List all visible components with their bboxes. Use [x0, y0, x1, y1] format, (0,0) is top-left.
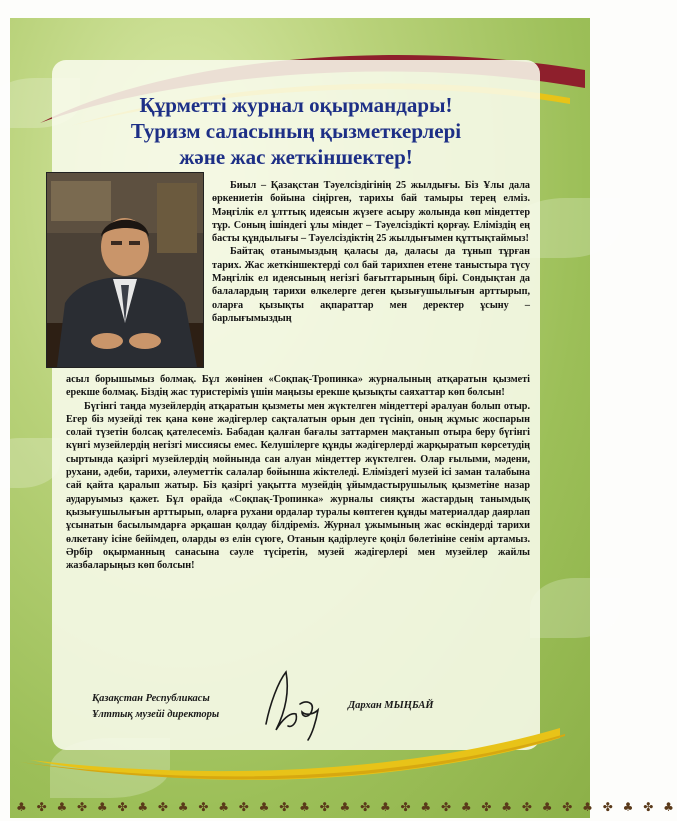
paragraph: Бүгінгі таңда музейлердің атқаратын қызметы мен жүктелген міндеттері әралуан болып отыр. Егер біз музейді тек қана көне жәдігерлер сақталатын орын деп түсініп, оның жұмыс жоспарын солай түзетін болсақ қателесеміз. Бабадан қалған бағалы заттармен мақтанып отыра беру бүгінгі күнгі музейлердің негізгі миссиясы емес. Келушілерге құнды жәдігерлерді жарқыратып көрсетудің сыртында қазіргі музейлердің мойнында сан алуан міндеттер жүктелген. Олар ғылыми, мәдени, рухани, әдеби, тарихи, әлеуметтік салалар бойынша жіктеледі. Еліміздегі музей ісі заман талабына сай қайта қаралып жатыр. Біз қазіргі уақытта музейдің ұйымдастырушылық қызметіне назар аударуымыз қажет. Бұл орайда «Соқпақ-Тропинка» журналы сияқты жастардың танымдық қызығушылығын арттырып, оларға рухани ордалар туралы көптеген құнды материалдар даярлап ұсынатын басылымдарға әрқашан қолдау білдіреміз. Журнал ұжымының жас өскіндерді тарихи өлкетану ісіне бейімдеп, оларды өз елін сүюге, Отанын қадірлеуге қоңіл бөлетініне сенім артамыз. Әрбір оқырманның санасына сәуле түсіретін, музей жәдігерлері мен музейлер жайлы жазбаларыңыз көп болсын!	[66, 400, 530, 572]
director-portrait-photo	[46, 172, 204, 368]
signature-line-2: Ұлттық музейі директоры	[92, 709, 220, 720]
letter-title	[62, 92, 530, 170]
title-line-1: Құрметті журнал оқырмандары!	[139, 93, 453, 117]
bottom-swoosh-decoration	[0, 720, 580, 800]
leaf-decoration	[0, 438, 60, 488]
signatory-name: Дархан МЫҢБАЙ	[348, 700, 434, 711]
ornament-border-decoration: ♣ ✤ ♣ ✤ ♣ ✤ ♣ ✤ ♣ ✤ ♣ ✤ ♣ ✤ ♣ ✤ ♣ ✤ ♣ ✤ ♣ ✤ ♣ ✤ ♣ ✤ ♣ ✤ ♣ ✤ ♣ ✤ ♣	[16, 800, 677, 814]
letter-body-right-column	[212, 179, 530, 325]
signature-line-1: Қазақстан Республикасы	[92, 693, 210, 704]
leaf-decoration	[530, 578, 620, 638]
paragraph: Байтақ отанымыздың қаласы да, даласы да тұнып тұрған тарих. Жас жеткіншектерді сол бай тарихпен етене таныстыра түсу Мәңгілік ел идеясының негізгі бағыттарының бірі. Сондықтан да балалардың тарихи өлкелерге деген қызығушылығын арттырып, оларға қызықты ақпараттар мен деректер ұсыну – барлығымыздың	[212, 246, 530, 324]
title-line-2: Туризм саласының қызметкерлері	[130, 119, 462, 143]
signature-position	[92, 691, 219, 723]
paragraph: асыл борышымыз болмақ. Бұл жөнінен «Соқпақ-Тропинка» журналының атқаратын қызметі ерекше болмақ. Біздің жас туристеріміз үшін маңызы ерекше қызықты саяхаттар көп болсын!	[66, 374, 530, 399]
letter-body-full-width	[66, 373, 530, 572]
title-line-3: және жас жеткіншектер!	[179, 145, 413, 169]
paragraph: Биыл – Қазақстан Тәуелсіздігінің 25 жылдығы. Біз Ұлы дала өркениетін бойына сіңірген, тарихы бай тамыры терең елміз. Мәңгілік ел ұлттық идеясын жүзеге асыру жолында көп міндеттер тұр. Соның ішіндегі ұлы міндет – Тәуелсіздікті қорғау. Еліміздің ең басты құндылығы – Тәуелсіздіктің 25 жылдығымен құттықтаймыз!	[212, 180, 530, 245]
